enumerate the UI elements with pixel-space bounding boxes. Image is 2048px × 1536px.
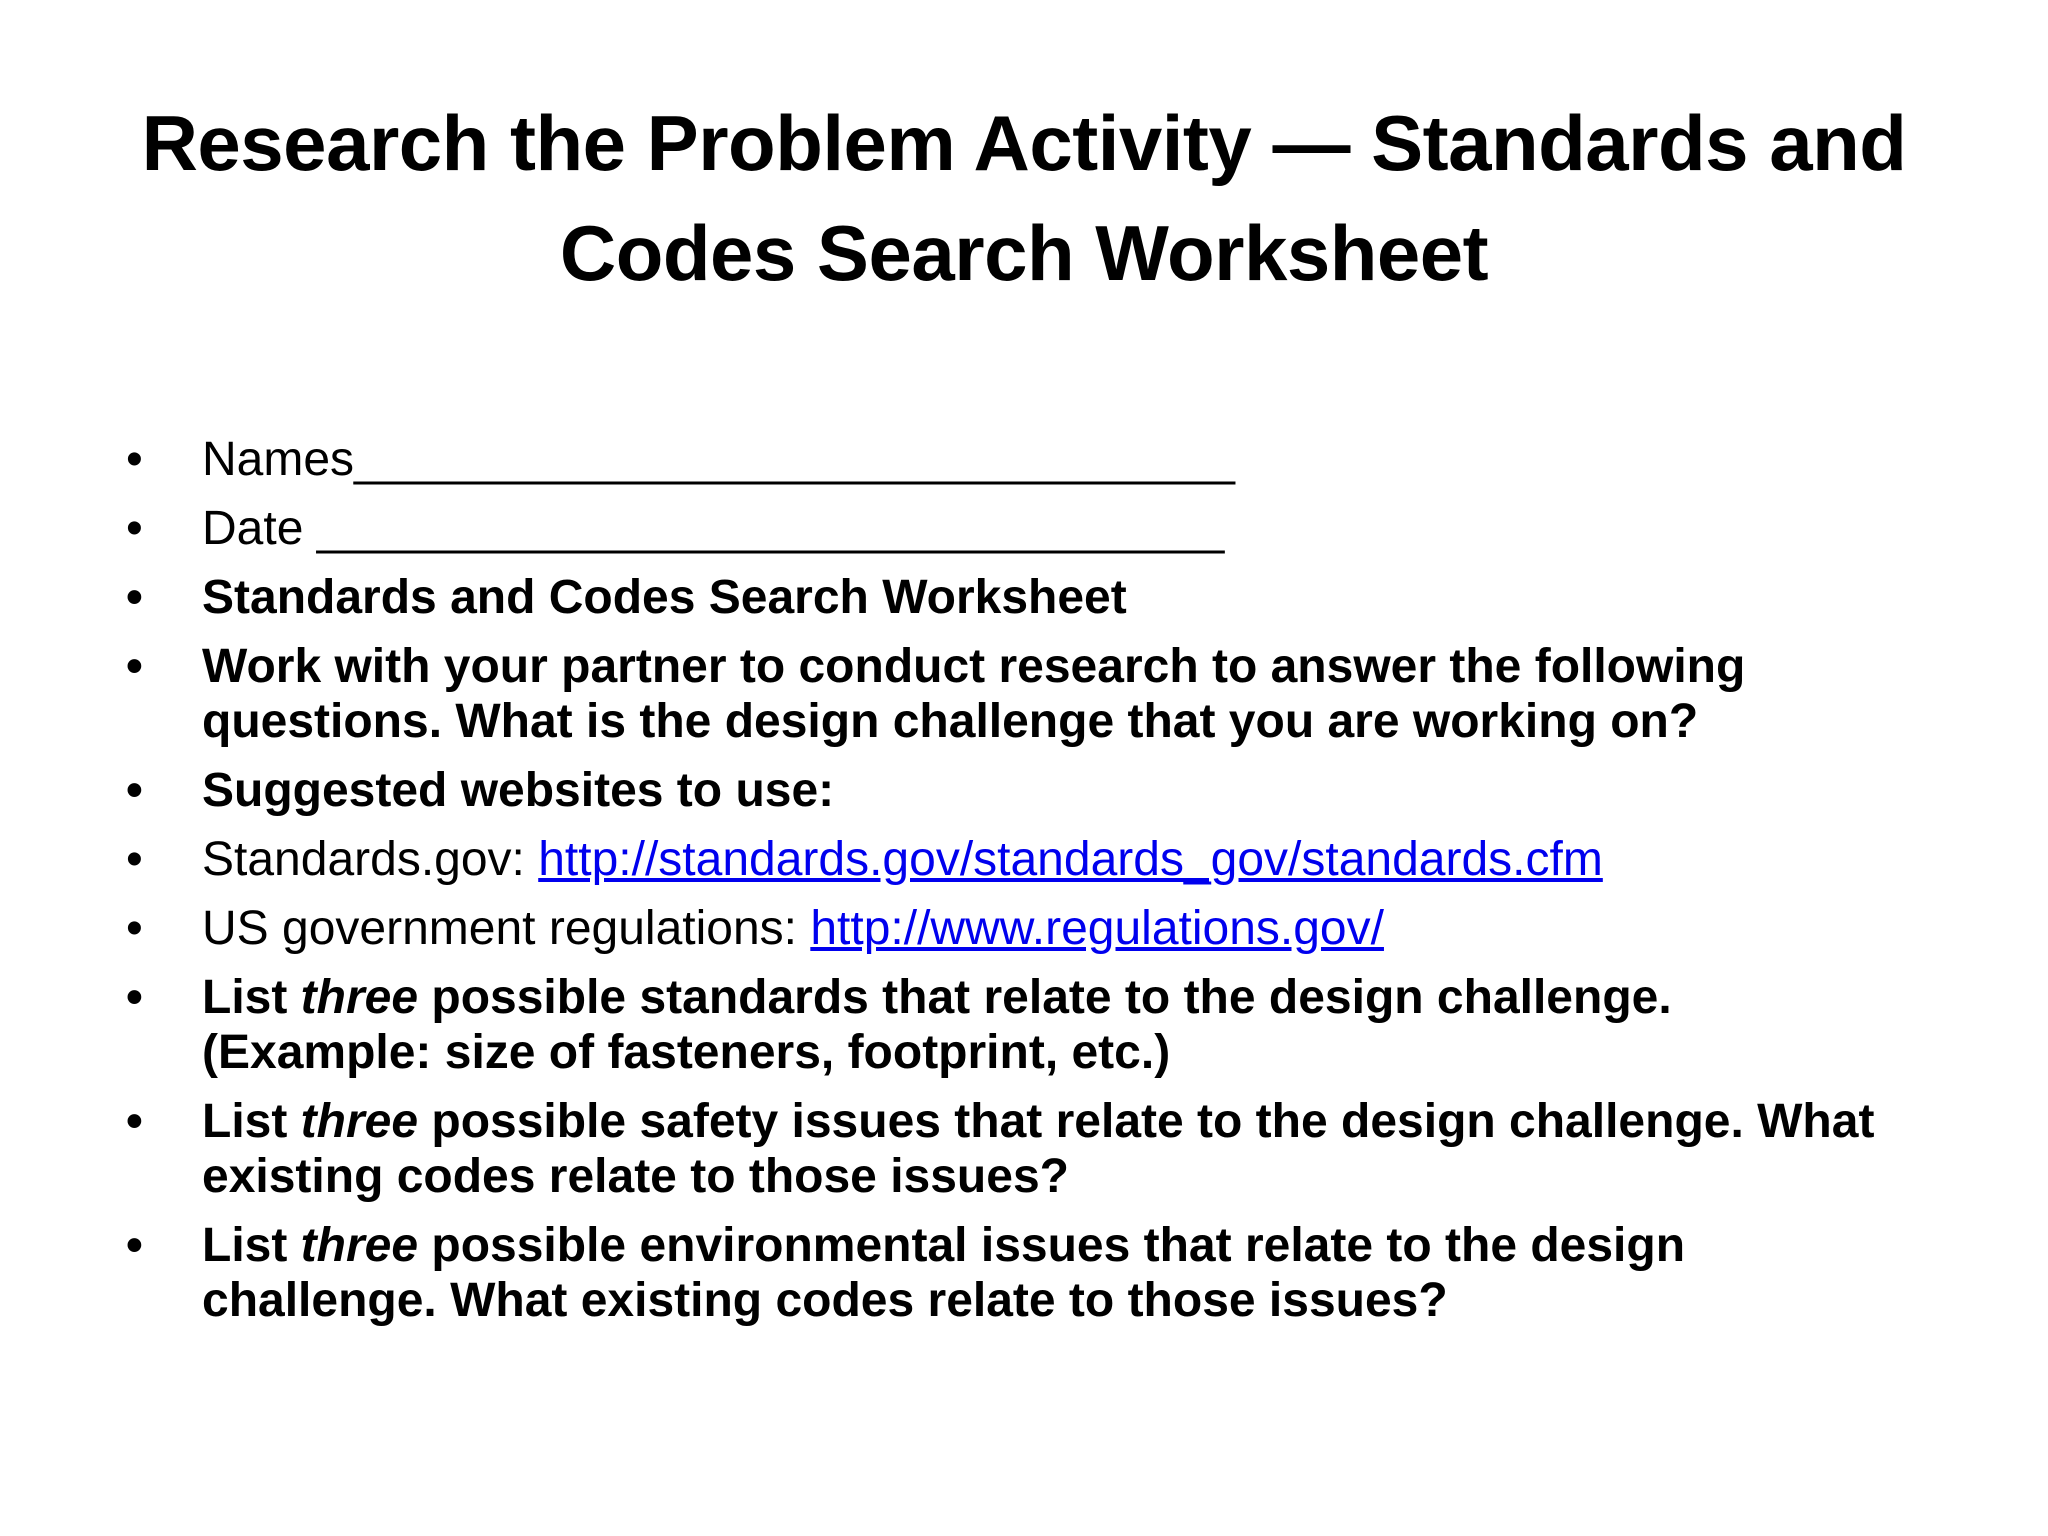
list-item-names bbox=[126, 432, 1956, 487]
standards-gov-link[interactable]: http://standards.gov/standards_gov/standards.cfm bbox=[538, 833, 1603, 886]
list-item-list-safety bbox=[126, 1094, 1956, 1204]
names-label: Names bbox=[202, 433, 355, 486]
worksheet-heading: Standards and Codes Search Worksheet bbox=[202, 571, 1127, 624]
list-environmental-line-2: challenge. What existing codes relate to those issues? bbox=[202, 1274, 1448, 1327]
bullet-icon: • bbox=[126, 433, 143, 486]
bullet-icon: • bbox=[126, 902, 143, 955]
list-safety-pre: List bbox=[202, 1095, 301, 1148]
list-environmental-pre: List bbox=[202, 1219, 301, 1272]
date-blank-line[interactable]: __________________________________ bbox=[316, 502, 1225, 555]
list-standards-line-2: (Example: size of fasteners, footprint, etc.) bbox=[202, 1026, 1171, 1079]
list-safety-post: possible safety issues that relate to the design challenge. What bbox=[418, 1095, 1875, 1148]
title-line-1: Research the Problem Activity — Standards and bbox=[141, 99, 1907, 187]
list-standards-post: possible standards that relate to the design challenge. bbox=[418, 971, 1672, 1024]
list-item-regulations bbox=[126, 901, 1956, 956]
list-item-date bbox=[126, 501, 1956, 556]
list-item-list-standards bbox=[126, 970, 1956, 1080]
list-standards-emphasis: three bbox=[300, 971, 419, 1024]
suggested-websites-text: Suggested websites to use: bbox=[202, 764, 835, 817]
list-safety-line-2: existing codes relate to those issues? bbox=[202, 1150, 1069, 1203]
slide-title bbox=[100, 88, 1948, 308]
list-safety-emphasis: three bbox=[300, 1095, 419, 1148]
standards-gov-label: Standards.gov: bbox=[202, 833, 539, 886]
work-with-partner-line-1: Work with your partner to conduct research to answer the following bbox=[202, 640, 1746, 693]
title-line-2: Codes Search Worksheet bbox=[559, 209, 1489, 297]
bullet-list bbox=[126, 432, 1956, 1342]
bullet-icon: • bbox=[126, 640, 143, 693]
work-with-partner-line-2: questions. What is the design challenge that you are working on? bbox=[202, 695, 1699, 748]
bullet-icon: • bbox=[126, 1095, 143, 1148]
list-environmental-post: possible environmental issues that relate to the design bbox=[418, 1219, 1686, 1272]
list-item-suggested-websites bbox=[126, 763, 1956, 818]
regulations-link[interactable]: http://www.regulations.gov/ bbox=[810, 902, 1384, 955]
list-environmental-emphasis: three bbox=[300, 1219, 419, 1272]
bullet-icon: • bbox=[126, 502, 143, 555]
date-label: Date bbox=[202, 502, 317, 555]
list-item-work-with-partner bbox=[126, 639, 1956, 749]
bullet-icon: • bbox=[126, 971, 143, 1024]
list-standards-pre: List bbox=[202, 971, 301, 1024]
names-blank-line[interactable]: _________________________________ bbox=[354, 433, 1235, 486]
bullet-icon: • bbox=[126, 833, 143, 886]
bullet-icon: • bbox=[126, 571, 143, 624]
bullet-icon: • bbox=[126, 1219, 143, 1272]
list-item-list-environmental bbox=[126, 1218, 1956, 1328]
list-item-worksheet-heading bbox=[126, 570, 1956, 625]
bullet-icon: • bbox=[126, 764, 143, 817]
list-item-standards-gov bbox=[126, 832, 1956, 887]
regulations-label: US government regulations: bbox=[202, 902, 811, 955]
